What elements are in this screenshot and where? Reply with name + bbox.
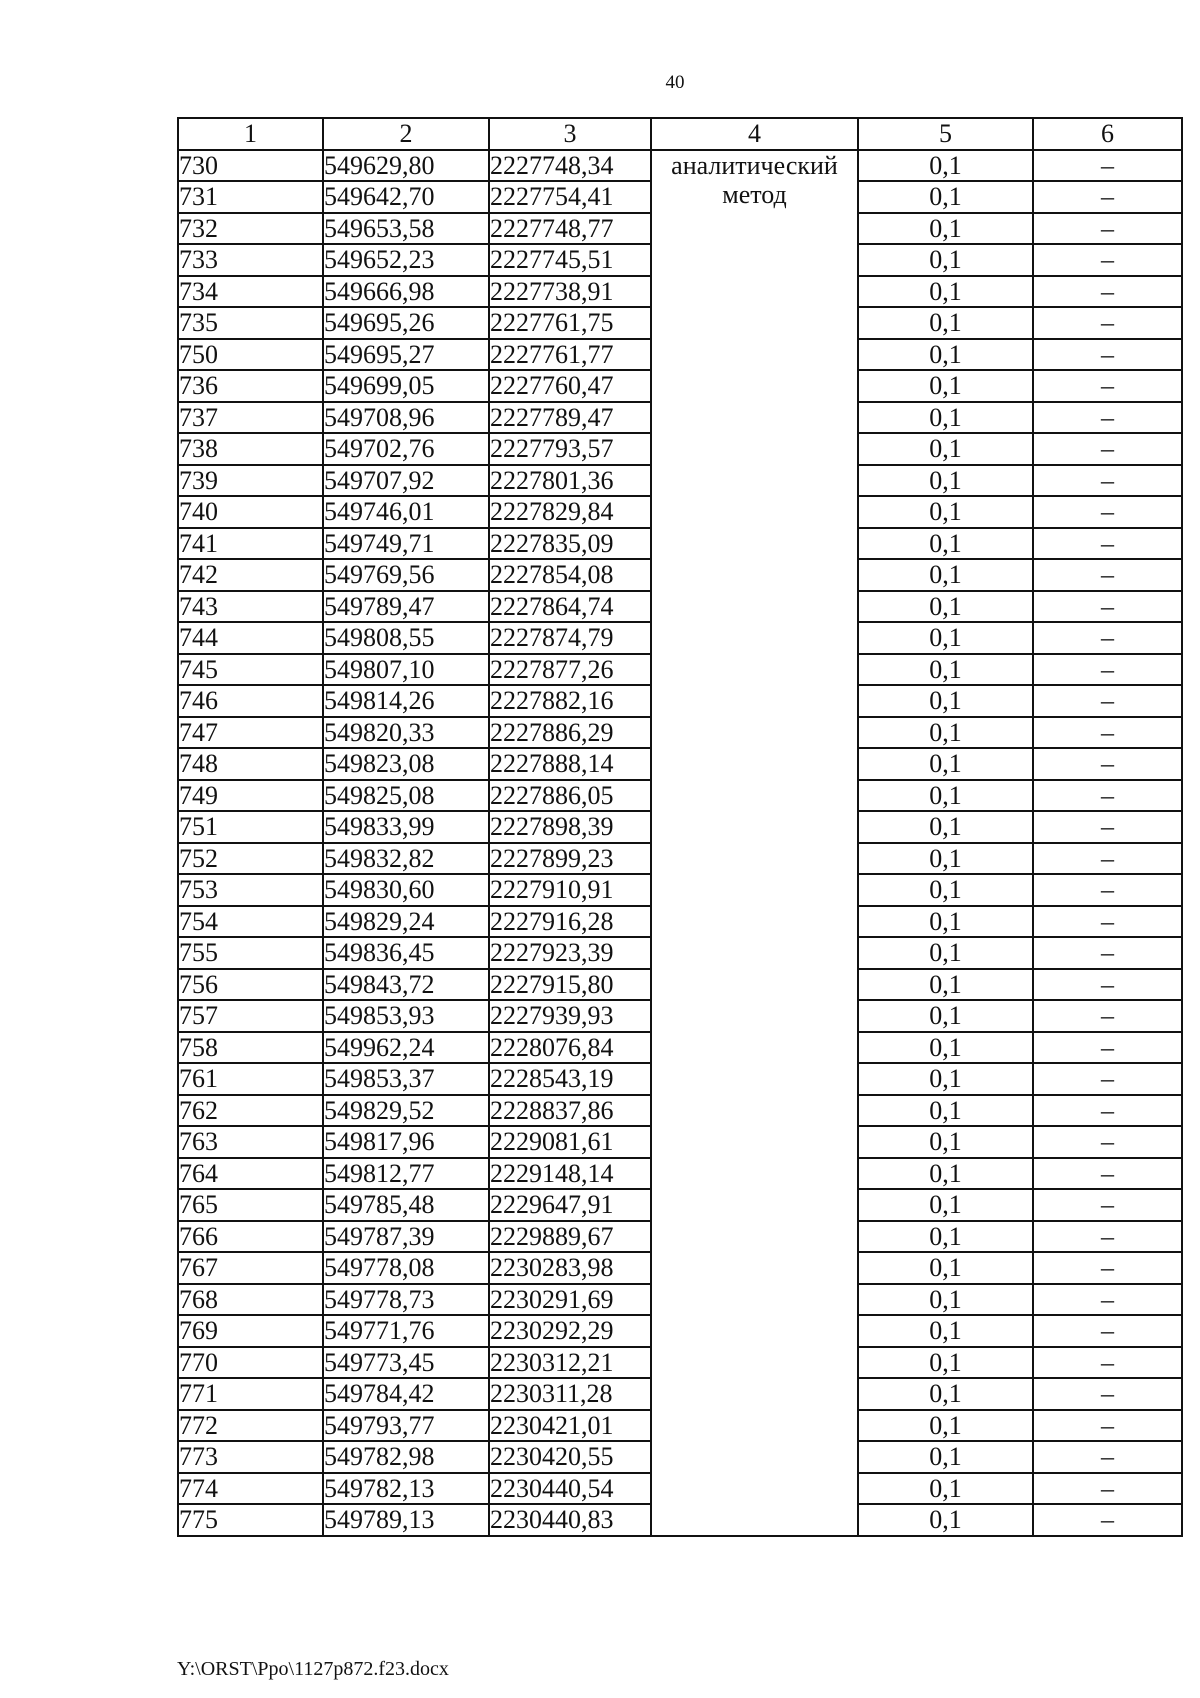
x-coordinate-cell: 549749,71 — [323, 528, 489, 560]
y-coordinate-cell: 2227789,47 — [489, 402, 651, 434]
x-coordinate-cell: 549853,93 — [323, 1000, 489, 1032]
x-coordinate-cell: 549746,01 — [323, 496, 489, 528]
accuracy-cell: 0,1 — [858, 496, 1033, 528]
y-coordinate-cell: 2227748,77 — [489, 213, 651, 245]
dash-cell: – — [1033, 213, 1182, 245]
x-coordinate-cell: 549825,08 — [323, 780, 489, 812]
dash-cell: – — [1033, 1252, 1182, 1284]
point-number-cell: 746 — [178, 685, 323, 717]
point-number-cell: 756 — [178, 969, 323, 1001]
point-number-cell: 752 — [178, 843, 323, 875]
point-number-cell: 745 — [178, 654, 323, 686]
y-coordinate-cell: 2229647,91 — [489, 1189, 651, 1221]
accuracy-cell: 0,1 — [858, 402, 1033, 434]
footer-file-path: Y:\ORST\Ppo\1127p872.f23.docx — [177, 1658, 449, 1680]
x-coordinate-cell: 549708,96 — [323, 402, 489, 434]
accuracy-cell: 0,1 — [858, 1284, 1033, 1316]
point-number-cell: 753 — [178, 874, 323, 906]
point-number-cell: 750 — [178, 339, 323, 371]
accuracy-cell: 0,1 — [858, 1032, 1033, 1064]
y-coordinate-cell: 2230312,21 — [489, 1347, 651, 1379]
x-coordinate-cell: 549807,10 — [323, 654, 489, 686]
y-coordinate-cell: 2227886,05 — [489, 780, 651, 812]
accuracy-cell: 0,1 — [858, 559, 1033, 591]
x-coordinate-cell: 549829,52 — [323, 1095, 489, 1127]
x-coordinate-cell: 549962,24 — [323, 1032, 489, 1064]
y-coordinate-cell: 2227801,36 — [489, 465, 651, 497]
point-number-cell: 767 — [178, 1252, 323, 1284]
x-coordinate-cell: 549853,37 — [323, 1063, 489, 1095]
x-coordinate-cell: 549666,98 — [323, 276, 489, 308]
point-number-cell: 739 — [178, 465, 323, 497]
y-coordinate-cell: 2230440,54 — [489, 1473, 651, 1505]
accuracy-cell: 0,1 — [858, 717, 1033, 749]
accuracy-cell: 0,1 — [858, 1504, 1033, 1536]
x-coordinate-cell: 549793,77 — [323, 1410, 489, 1442]
dash-cell: – — [1033, 1032, 1182, 1064]
x-coordinate-cell: 549833,99 — [323, 811, 489, 843]
dash-cell: – — [1033, 748, 1182, 780]
dash-cell: – — [1033, 528, 1182, 560]
accuracy-cell: 0,1 — [858, 748, 1033, 780]
accuracy-cell: 0,1 — [858, 307, 1033, 339]
y-coordinate-cell: 2227738,91 — [489, 276, 651, 308]
accuracy-cell: 0,1 — [858, 1126, 1033, 1158]
y-coordinate-cell: 2227888,14 — [489, 748, 651, 780]
y-coordinate-cell: 2227886,29 — [489, 717, 651, 749]
point-number-cell: 735 — [178, 307, 323, 339]
point-number-cell: 732 — [178, 213, 323, 245]
point-number-cell: 755 — [178, 937, 323, 969]
accuracy-cell: 0,1 — [858, 370, 1033, 402]
dash-cell: – — [1033, 1189, 1182, 1221]
y-coordinate-cell: 2227745,51 — [489, 244, 651, 276]
accuracy-cell: 0,1 — [858, 1221, 1033, 1253]
y-coordinate-cell: 2227854,08 — [489, 559, 651, 591]
x-coordinate-cell: 549785,48 — [323, 1189, 489, 1221]
x-coordinate-cell: 549789,47 — [323, 591, 489, 623]
dash-cell: – — [1033, 780, 1182, 812]
x-coordinate-cell: 549773,45 — [323, 1347, 489, 1379]
y-coordinate-cell: 2230283,98 — [489, 1252, 651, 1284]
point-number-cell: 742 — [178, 559, 323, 591]
y-coordinate-cell: 2227793,57 — [489, 433, 651, 465]
header-col-1: 1 — [178, 118, 323, 150]
x-coordinate-cell: 549808,55 — [323, 622, 489, 654]
header-col-4: 4 — [651, 118, 858, 150]
y-coordinate-cell: 2228076,84 — [489, 1032, 651, 1064]
x-coordinate-cell: 549699,05 — [323, 370, 489, 402]
point-number-cell: 766 — [178, 1221, 323, 1253]
accuracy-cell: 0,1 — [858, 1095, 1033, 1127]
point-number-cell: 738 — [178, 433, 323, 465]
y-coordinate-cell: 2229081,61 — [489, 1126, 651, 1158]
x-coordinate-cell: 549820,33 — [323, 717, 489, 749]
dash-cell: – — [1033, 402, 1182, 434]
point-number-cell: 763 — [178, 1126, 323, 1158]
x-coordinate-cell: 549653,58 — [323, 213, 489, 245]
accuracy-cell: 0,1 — [858, 843, 1033, 875]
y-coordinate-cell: 2227829,84 — [489, 496, 651, 528]
y-coordinate-cell: 2227864,74 — [489, 591, 651, 623]
point-number-cell: 758 — [178, 1032, 323, 1064]
point-number-cell: 769 — [178, 1315, 323, 1347]
accuracy-cell: 0,1 — [858, 1000, 1033, 1032]
x-coordinate-cell: 549695,26 — [323, 307, 489, 339]
accuracy-cell: 0,1 — [858, 1441, 1033, 1473]
x-coordinate-cell: 549787,39 — [323, 1221, 489, 1253]
accuracy-cell: 0,1 — [858, 1189, 1033, 1221]
accuracy-cell: 0,1 — [858, 433, 1033, 465]
dash-cell: – — [1033, 1221, 1182, 1253]
point-number-cell: 741 — [178, 528, 323, 560]
accuracy-cell: 0,1 — [858, 1315, 1033, 1347]
x-coordinate-cell: 549829,24 — [323, 906, 489, 938]
y-coordinate-cell: 2227748,34 — [489, 150, 651, 182]
point-number-cell: 731 — [178, 181, 323, 213]
y-coordinate-cell: 2227835,09 — [489, 528, 651, 560]
y-coordinate-cell: 2227899,23 — [489, 843, 651, 875]
x-coordinate-cell: 549707,92 — [323, 465, 489, 497]
y-coordinate-cell: 2230311,28 — [489, 1378, 651, 1410]
x-coordinate-cell: 549784,42 — [323, 1378, 489, 1410]
dash-cell: – — [1033, 591, 1182, 623]
y-coordinate-cell: 2227760,47 — [489, 370, 651, 402]
y-coordinate-cell: 2227882,16 — [489, 685, 651, 717]
accuracy-cell: 0,1 — [858, 1473, 1033, 1505]
point-number-cell: 773 — [178, 1441, 323, 1473]
header-col-5: 5 — [858, 118, 1033, 150]
dash-cell: – — [1033, 937, 1182, 969]
y-coordinate-cell: 2229148,14 — [489, 1158, 651, 1190]
y-coordinate-cell: 2229889,67 — [489, 1221, 651, 1253]
accuracy-cell: 0,1 — [858, 685, 1033, 717]
y-coordinate-cell: 2227877,26 — [489, 654, 651, 686]
coordinates-table — [177, 117, 1183, 1537]
accuracy-cell: 0,1 — [858, 244, 1033, 276]
x-coordinate-cell: 549652,23 — [323, 244, 489, 276]
point-number-cell: 740 — [178, 496, 323, 528]
y-coordinate-cell: 2227898,39 — [489, 811, 651, 843]
y-coordinate-cell: 2227874,79 — [489, 622, 651, 654]
x-coordinate-cell: 549817,96 — [323, 1126, 489, 1158]
dash-cell: – — [1033, 622, 1182, 654]
accuracy-cell: 0,1 — [858, 811, 1033, 843]
x-coordinate-cell: 549629,80 — [323, 150, 489, 182]
accuracy-cell: 0,1 — [858, 969, 1033, 1001]
dash-cell: – — [1033, 496, 1182, 528]
x-coordinate-cell: 549836,45 — [323, 937, 489, 969]
point-number-cell: 775 — [178, 1504, 323, 1536]
accuracy-cell: 0,1 — [858, 465, 1033, 497]
x-coordinate-cell: 549832,82 — [323, 843, 489, 875]
dash-cell: – — [1033, 150, 1182, 182]
x-coordinate-cell: 549642,70 — [323, 181, 489, 213]
x-coordinate-cell: 549812,77 — [323, 1158, 489, 1190]
header-col-2: 2 — [323, 118, 489, 150]
point-number-cell: 762 — [178, 1095, 323, 1127]
dash-cell: – — [1033, 1410, 1182, 1442]
dash-cell: – — [1033, 465, 1182, 497]
y-coordinate-cell: 2230292,29 — [489, 1315, 651, 1347]
point-number-cell: 761 — [178, 1063, 323, 1095]
point-number-cell: 771 — [178, 1378, 323, 1410]
dash-cell: – — [1033, 433, 1182, 465]
y-coordinate-cell: 2230421,01 — [489, 1410, 651, 1442]
point-number-cell: 774 — [178, 1473, 323, 1505]
point-number-cell: 768 — [178, 1284, 323, 1316]
point-number-cell: 733 — [178, 244, 323, 276]
x-coordinate-cell: 549778,73 — [323, 1284, 489, 1316]
dash-cell: – — [1033, 307, 1182, 339]
dash-cell: – — [1033, 244, 1182, 276]
page-number: 40 — [665, 72, 685, 93]
dash-cell: – — [1033, 1095, 1182, 1127]
point-number-cell: 743 — [178, 591, 323, 623]
dash-cell: – — [1033, 1284, 1182, 1316]
dash-cell: – — [1033, 1158, 1182, 1190]
dash-cell: – — [1033, 1504, 1182, 1536]
dash-cell: – — [1033, 969, 1182, 1001]
accuracy-cell: 0,1 — [858, 1252, 1033, 1284]
accuracy-cell: 0,1 — [858, 213, 1033, 245]
point-number-cell: 734 — [178, 276, 323, 308]
point-number-cell: 757 — [178, 1000, 323, 1032]
dash-cell: – — [1033, 874, 1182, 906]
dash-cell: – — [1033, 339, 1182, 371]
dash-cell: – — [1033, 811, 1182, 843]
y-coordinate-cell: 2227916,28 — [489, 906, 651, 938]
x-coordinate-cell: 549789,13 — [323, 1504, 489, 1536]
dash-cell: – — [1033, 1126, 1182, 1158]
point-number-cell: 749 — [178, 780, 323, 812]
accuracy-cell: 0,1 — [858, 1378, 1033, 1410]
y-coordinate-cell: 2228543,19 — [489, 1063, 651, 1095]
accuracy-cell: 0,1 — [858, 528, 1033, 560]
dash-cell: – — [1033, 906, 1182, 938]
y-coordinate-cell: 2227939,93 — [489, 1000, 651, 1032]
dash-cell: – — [1033, 1378, 1182, 1410]
x-coordinate-cell: 549702,76 — [323, 433, 489, 465]
accuracy-cell: 0,1 — [858, 591, 1033, 623]
dash-cell: – — [1033, 1441, 1182, 1473]
dash-cell: – — [1033, 717, 1182, 749]
table-body — [178, 150, 1182, 1536]
y-coordinate-cell: 2227761,75 — [489, 307, 651, 339]
point-number-cell: 764 — [178, 1158, 323, 1190]
dash-cell: – — [1033, 1000, 1182, 1032]
accuracy-cell: 0,1 — [858, 181, 1033, 213]
y-coordinate-cell: 2227923,39 — [489, 937, 651, 969]
point-number-cell: 736 — [178, 370, 323, 402]
point-number-cell: 765 — [178, 1189, 323, 1221]
dash-cell: – — [1033, 685, 1182, 717]
dash-cell: – — [1033, 181, 1182, 213]
point-number-cell: 737 — [178, 402, 323, 434]
dash-cell: – — [1033, 654, 1182, 686]
y-coordinate-cell: 2230440,83 — [489, 1504, 651, 1536]
table-header-row — [178, 118, 1182, 150]
x-coordinate-cell: 549769,56 — [323, 559, 489, 591]
dash-cell: – — [1033, 370, 1182, 402]
dash-cell: – — [1033, 559, 1182, 591]
point-number-cell: 748 — [178, 748, 323, 780]
dash-cell: – — [1033, 1347, 1182, 1379]
header-col-3: 3 — [489, 118, 651, 150]
x-coordinate-cell: 549823,08 — [323, 748, 489, 780]
accuracy-cell: 0,1 — [858, 150, 1033, 182]
x-coordinate-cell: 549830,60 — [323, 874, 489, 906]
table-row — [178, 150, 1182, 182]
point-number-cell: 770 — [178, 1347, 323, 1379]
y-coordinate-cell: 2227910,91 — [489, 874, 651, 906]
accuracy-cell: 0,1 — [858, 339, 1033, 371]
point-number-cell: 747 — [178, 717, 323, 749]
x-coordinate-cell: 549782,13 — [323, 1473, 489, 1505]
point-number-cell: 772 — [178, 1410, 323, 1442]
y-coordinate-cell: 2227754,41 — [489, 181, 651, 213]
dash-cell: – — [1033, 1063, 1182, 1095]
x-coordinate-cell: 549814,26 — [323, 685, 489, 717]
point-number-cell: 730 — [178, 150, 323, 182]
point-number-cell: 744 — [178, 622, 323, 654]
accuracy-cell: 0,1 — [858, 622, 1033, 654]
y-coordinate-cell: 2227915,80 — [489, 969, 651, 1001]
dash-cell: – — [1033, 1473, 1182, 1505]
accuracy-cell: 0,1 — [858, 780, 1033, 812]
accuracy-cell: 0,1 — [858, 1347, 1033, 1379]
accuracy-cell: 0,1 — [858, 906, 1033, 938]
accuracy-cell: 0,1 — [858, 874, 1033, 906]
dash-cell: – — [1033, 1315, 1182, 1347]
dash-cell: – — [1033, 843, 1182, 875]
point-number-cell: 751 — [178, 811, 323, 843]
accuracy-cell: 0,1 — [858, 1410, 1033, 1442]
y-coordinate-cell: 2228837,86 — [489, 1095, 651, 1127]
accuracy-cell: 0,1 — [858, 937, 1033, 969]
accuracy-cell: 0,1 — [858, 1063, 1033, 1095]
y-coordinate-cell: 2227761,77 — [489, 339, 651, 371]
x-coordinate-cell: 549782,98 — [323, 1441, 489, 1473]
y-coordinate-cell: 2230420,55 — [489, 1441, 651, 1473]
x-coordinate-cell: 549695,27 — [323, 339, 489, 371]
dash-cell: – — [1033, 276, 1182, 308]
x-coordinate-cell: 549771,76 — [323, 1315, 489, 1347]
method-cell: аналитический метод — [651, 150, 858, 1536]
header-col-6: 6 — [1033, 118, 1182, 150]
accuracy-cell: 0,1 — [858, 1158, 1033, 1190]
x-coordinate-cell: 549778,08 — [323, 1252, 489, 1284]
x-coordinate-cell: 549843,72 — [323, 969, 489, 1001]
y-coordinate-cell: 2230291,69 — [489, 1284, 651, 1316]
accuracy-cell: 0,1 — [858, 276, 1033, 308]
accuracy-cell: 0,1 — [858, 654, 1033, 686]
point-number-cell: 754 — [178, 906, 323, 938]
